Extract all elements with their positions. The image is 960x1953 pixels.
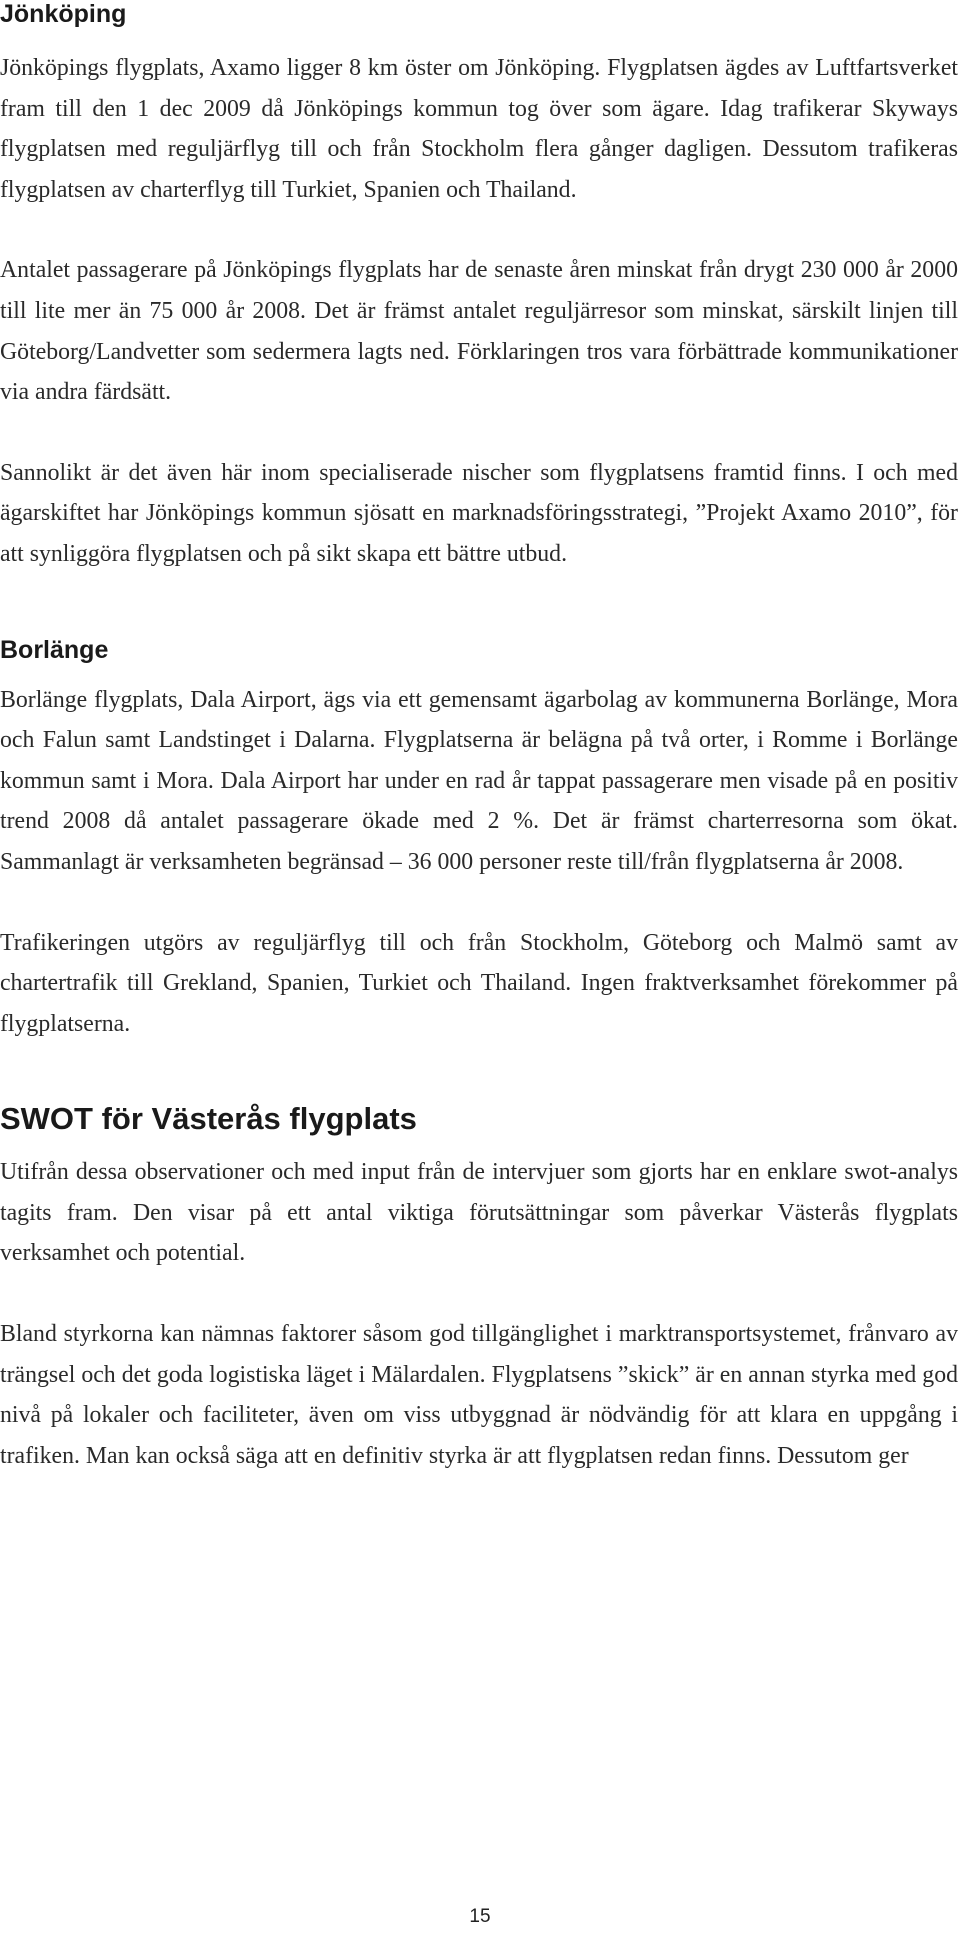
paragraph: Bland styrkorna kan nämnas faktorer såsom god tillgänglighet i marktransportsystemet, frånvaro av trängsel och det goda logistiska läget i Mälardalen. Flygplatsens ”skick” är en annan styrka med god nivå på lokaler och faciliteter, även om viss utbyggnad är nödvändig för att klara en uppgång i trafiken. Man kan också säga att en definitiv styrka är att flygplatsen redan finns. Dessutom ger — [0, 1321, 958, 1469]
paragraph: Trafikeringen utgörs av reguljärflyg till och från Stockholm, Göteborg och Malmö samt av chartertrafik till Grekland, Spanien, Turkiet och Thailand. Ingen fraktverksamhet förekommer på flygplatserna. — [0, 929, 958, 1037]
paragraph: Sannolikt är det även här inom specialiserade nischer som flygplatsens framtid finns. I och med ägarskiftet har Jönköpings kommun sjösatt en marknadsföringsstrategi, ”Projekt Axamo 2010”, för att synliggöra flygplatsen och på sikt skapa ett bättre utbud. — [0, 459, 958, 567]
paragraph: Borlänge flygplats, Dala Airport, ägs via ett gemensamt ägarbolag av kommunerna Borlänge, Mora och Falun samt Landstinget i Dalarna. Flygplatserna är belägna på två orter, i Romme i Borlänge kommun samt i Mora. Dala Airport har under en rad år tappat passagerare men visade på en positiv trend 2008 då antalet passagerare ökade med 2 %. Det är främst charterresorna som ökat. Sammanlagt är verksamheten begränsad – 36 000 personer reste till/från flygplatserna år 2008. — [0, 686, 958, 875]
section-heading-borlange: Borlänge — [0, 635, 109, 664]
page-number: 15 — [469, 1906, 491, 1927]
section-heading-jonkoping: Jönköping — [0, 0, 127, 28]
paragraph: Jönköpings flygplats, Axamo ligger 8 km öster om Jönköping. Flygplatsen ägdes av Luftfartsverket fram till den 1 dec 2009 då Jönköpings kommun tog över som ägare. Idag trafikerar Skyways flygplatsen med reguljärflyg till och från Stockholm flera gånger dagligen. Dessutom trafikeras flygplatsen av charterflyg till Turkiet, Spanien och Thailand. — [0, 55, 958, 203]
paragraph: Antalet passagerare på Jönköpings flygplats har de senaste åren minskat från drygt 230 000 år 2000 till lite mer än 75 000 år 2008. Det är främst antalet reguljärresor som minskat, särskilt linjen till Göteborg/Landvetter som sedermera lagts ned. Förklaringen tros vara förbättrade kommunikationer via andra färdsätt. — [0, 257, 958, 406]
paragraph: Utifrån dessa observationer och med input från de intervjuer som gjorts har en enklare swot-analys tagits fram. Den visar på ett antal viktiga förutsättningar som påverkar Västerås flygplats verksamhet och potential. — [0, 1159, 958, 1267]
section-heading-swot: SWOT för Västerås flygplats — [0, 1101, 417, 1137]
